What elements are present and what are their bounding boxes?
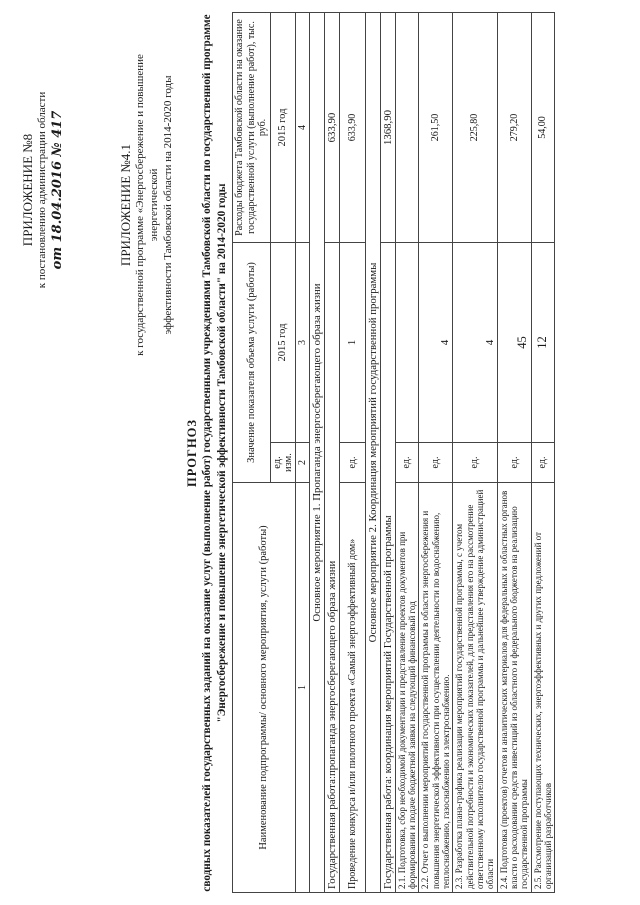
work-2-value: 1368,90 — [380, 13, 395, 243]
col-number-4: 4 — [295, 13, 309, 243]
table-row — [531, 13, 555, 893]
row-3-cost: 261,50 — [419, 13, 453, 243]
row-6-unit: ед. — [531, 443, 555, 483]
forecast-table — [232, 12, 555, 893]
row-2-quantity — [395, 243, 419, 443]
table-row — [419, 13, 453, 893]
row-4-unit: ед. — [453, 443, 497, 483]
appendix-4-1-program-line-2: эффективности Тамбовской области на 2014-2020 годы — [161, 75, 174, 335]
handwritten-date-number: от 18.04.2016 № 417 — [50, 110, 65, 270]
row-1-cost: 633,90 — [339, 13, 365, 243]
work-1-label: Государственная работа:пропаганда энергосберегающего образа жизни — [324, 243, 339, 893]
row-1-name: Проведение конкурса и/или пилотного проекта «Самый энергоэффективный дом» — [339, 483, 365, 893]
appendix-4-1-header — [118, 40, 176, 370]
appendix-4-1-program-line: к государственной программе «Энергосбережение и повышение энергетической — [134, 54, 160, 356]
column-number-row — [295, 13, 309, 893]
header-row-1 — [233, 13, 271, 893]
row-3-quantity: 4 — [419, 243, 453, 443]
row-6-cost: 54,00 — [531, 13, 555, 243]
table-row — [395, 13, 419, 893]
row-6-name: 2.5. Рассмотрение поступающих технических, энергоэффективных и других предложений от организаций разработчиков — [531, 483, 555, 893]
title-forecast: ПРОГНОЗ — [185, 419, 199, 488]
row-6-quantity: 12 — [531, 243, 555, 443]
row-1-unit: ед. — [339, 443, 365, 483]
col-number-2: 2 — [295, 443, 309, 483]
col-year-header: 2015 год — [270, 243, 295, 443]
col-number-3: 3 — [295, 243, 309, 443]
work-1-value: 633,90 — [324, 13, 339, 243]
appendix-4-1-title: ПРИЛОЖЕНИЕ №4.1 — [118, 143, 133, 267]
row-5-quantity: 45 — [497, 243, 531, 443]
col-number-1: 1 — [295, 483, 309, 893]
row-4-name: 2.3. Разработка плана-графика реализации мероприятий государственной программы, с учетом действительной потребности и экономических показателей, для представления его на рассмотрение ответственному исполнителю государственной программы и дальнейшее утверждение администрацией области — [453, 483, 497, 893]
title-line-3: "Энергосбережение и повышение энергетической эффективности Тамбовской области" на 2014-2020 годы — [215, 183, 228, 723]
row-2-name: 2.1. Подготовка, сбор необходимой документации и представление проектов документов при формировании и подаче бюджетной заявки на следующий финансовый год — [395, 483, 419, 893]
appendix-8-header — [20, 40, 66, 340]
row-5-cost: 279,20 — [497, 13, 531, 243]
row-5-unit: ед. — [497, 443, 531, 483]
appendix-8-title: ПРИЛОЖЕНИЕ №8 — [20, 133, 35, 247]
col-volume-header: Значение показателя объема услуги (работы) — [233, 243, 271, 483]
appendix-8-decree-line: к постановлению администрации области — [36, 91, 49, 289]
section-1-title: Основное мероприятие 1. Пропаганда энергосберегающего образа жизни — [309, 13, 324, 893]
row-2-cost — [395, 13, 419, 243]
section-2-title: Основное мероприятие 2. Координация мероприятий государственной программы — [365, 13, 380, 893]
row-5-name: 2.4. Подготовка (проектов) отчетов и аналитических материалов для федеральных и областных органов власти о расходовании средств инвестиций из областного и федерального бюджетов на реализацию государственной программы — [497, 483, 531, 893]
table-row — [497, 13, 531, 893]
work-row-2 — [380, 13, 395, 893]
section-row-1 — [309, 13, 324, 893]
col-expense-year-header: 2015 год — [270, 13, 295, 243]
col-expense-header: Расходы бюджета Тамбовской области на оказание государственной услуги (выполнение работ), тыс. руб. — [233, 13, 271, 243]
row-2-unit: ед. — [395, 443, 419, 483]
work-2-label: Государственная работа: координация мероприятий Государственной программы — [380, 243, 395, 893]
row-4-cost: 225,80 — [453, 13, 497, 243]
row-3-name: 2.2. Отчет о выполнении мероприятий государственной программы в области энергосбережения и повышения энергетической эффективности при осуществлении деятельности по водоснабжению, теплоснабжению, газоснабжению и электроснабжению. — [419, 483, 453, 893]
row-4-quantity: 4 — [453, 243, 497, 443]
work-row-1 — [324, 13, 339, 893]
table-row — [453, 13, 497, 893]
section-row-2 — [365, 13, 380, 893]
col-unit-header: ед. изм. — [270, 443, 295, 483]
document-title — [184, 13, 229, 893]
col-name-header: Наименование подпрограммы/ основного мероприятия, услуги (работы) — [233, 483, 296, 893]
row-1-quantity: 1 — [339, 243, 365, 443]
title-line-2: сводных показателей государственных заданий на оказание услуг (выполнение работ) государственными учреждениями Тамбовской области по государственной программе — [201, 14, 214, 892]
row-3-unit: ед. — [419, 443, 453, 483]
table-row — [339, 13, 365, 893]
